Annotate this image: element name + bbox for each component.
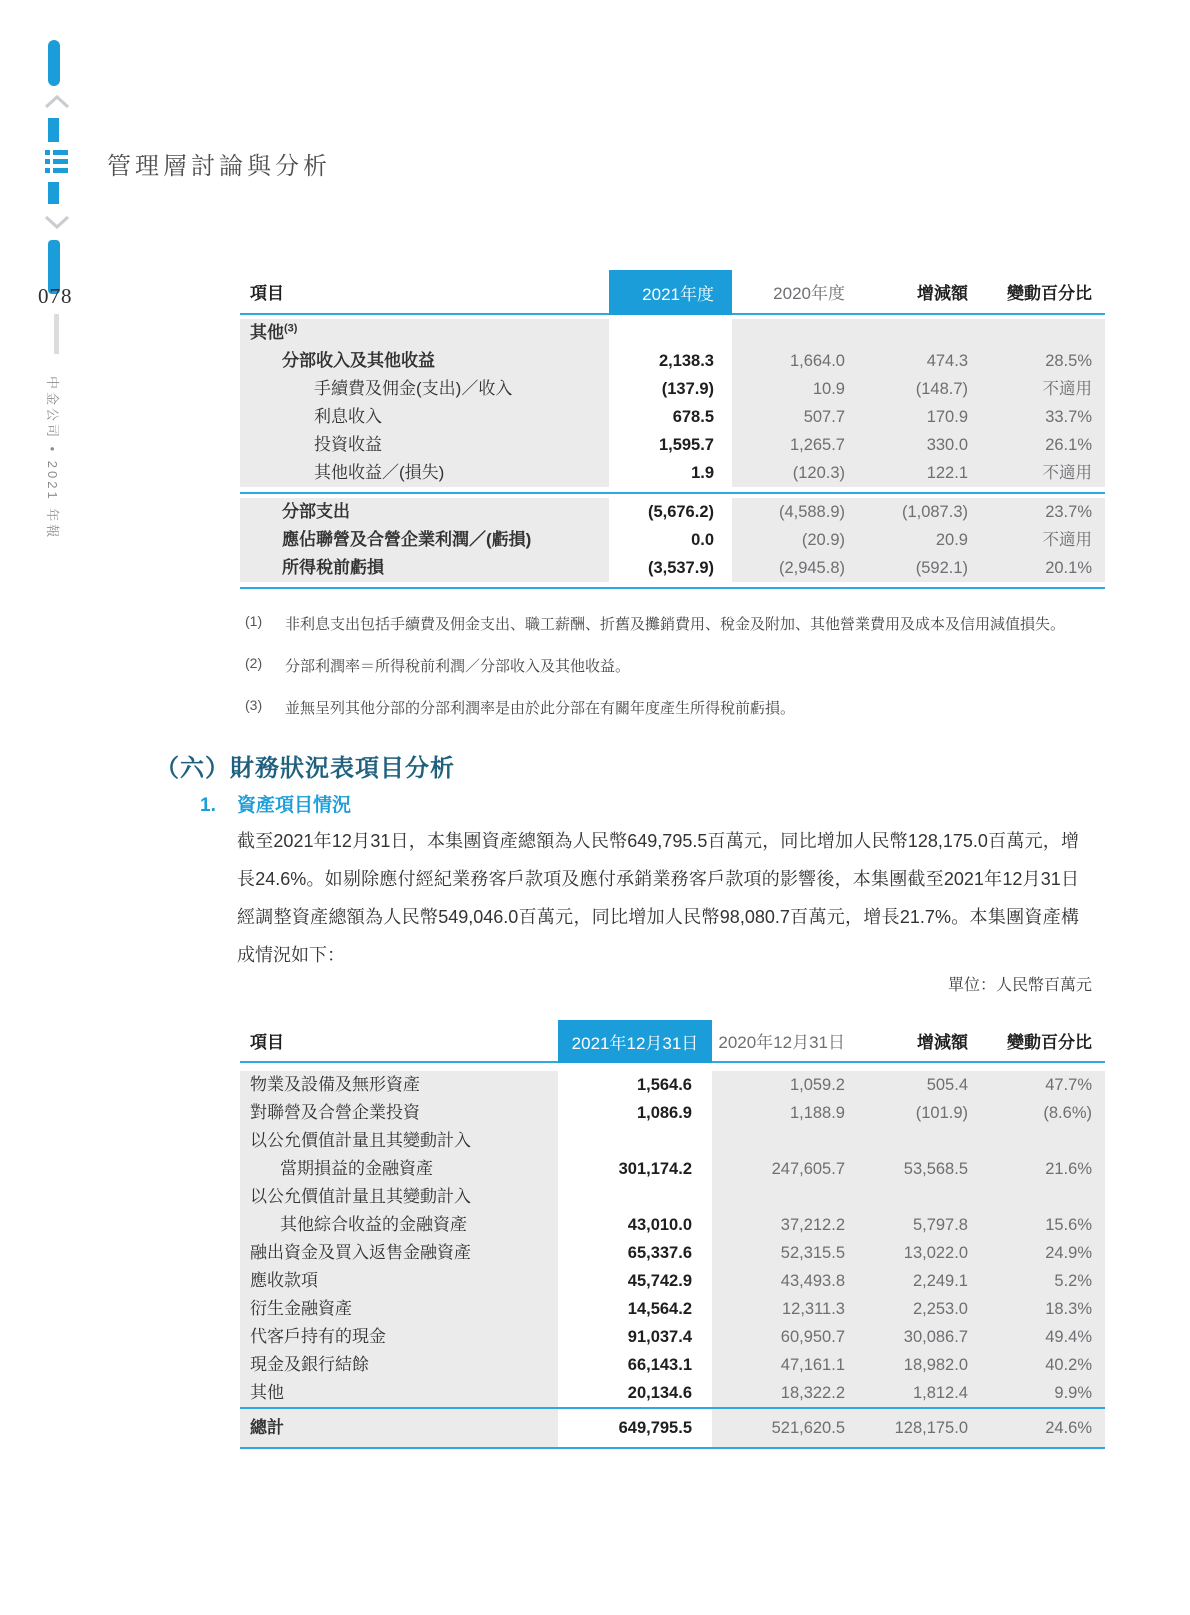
table-row	[240, 1379, 1105, 1407]
cell-2021: 2,138.3	[609, 347, 732, 375]
cell-pct: 24.9%	[981, 1239, 1105, 1267]
subsection-number: 1.	[200, 795, 216, 816]
table-row	[240, 1155, 1105, 1183]
row-label: 衍生金融資產	[240, 1295, 558, 1323]
footnote-text: 並無呈列其他分部的分部利潤率是由於此分部在有關年度產生所得稅前虧損。	[285, 700, 796, 717]
cell-change: 170.9	[858, 403, 981, 431]
row-label: 融出資金及買入返售金融資產	[240, 1239, 558, 1267]
cell-change: (592.1)	[858, 554, 981, 582]
chapter-title: 管理層討論與分析	[107, 154, 331, 180]
cell-2021: 14,564.2	[558, 1295, 712, 1323]
cell-change	[858, 1183, 981, 1211]
scrollbar-segment	[48, 118, 59, 142]
cell-change: 128,175.0	[858, 1409, 981, 1447]
column-header-2020: 2020年12月31日	[718, 1033, 845, 1052]
table-row	[240, 1099, 1105, 1127]
row-label: 所得稅前虧損	[240, 554, 609, 582]
row-label: 其他收益／(損失)	[240, 459, 609, 487]
cell-2021: 0.0	[609, 526, 732, 554]
row-label: 投資收益	[240, 431, 609, 459]
table-row	[240, 459, 1105, 487]
cell-pct: 20.1%	[981, 554, 1105, 582]
cell-pct: 33.7%	[981, 403, 1105, 431]
cell-pct: 不適用	[981, 459, 1105, 487]
scrollbar-top-segment	[48, 40, 60, 86]
cell-pct: 28.5%	[981, 347, 1105, 375]
cell-change	[858, 319, 981, 347]
row-label: 代客戶持有的現金	[240, 1323, 558, 1351]
cell-pct: 23.7%	[981, 498, 1105, 526]
cell-2021	[609, 319, 732, 347]
cell-2020: 1,059.2	[712, 1071, 858, 1099]
row-label: 利息收入	[240, 403, 609, 431]
cell-2021: (137.9)	[609, 375, 732, 403]
cell-2021: 20,134.6	[558, 1379, 712, 1407]
footnote-marker: (1)	[245, 613, 263, 629]
cell-change: (148.7)	[858, 375, 981, 403]
cell-2020: 1,265.7	[732, 431, 858, 459]
table-row	[240, 1071, 1105, 1099]
cell-2020	[712, 1127, 858, 1155]
row-label: 物業及設備及無形資產	[240, 1071, 558, 1099]
footnote	[245, 612, 1095, 637]
cell-pct: 47.7%	[981, 1071, 1105, 1099]
page-number-rule	[54, 314, 59, 354]
table-row	[240, 347, 1105, 375]
cell-2020: 507.7	[732, 403, 858, 431]
column-header-item: 項目	[250, 1033, 284, 1052]
cell-2021: 301,174.2	[558, 1155, 712, 1183]
cell-change: 122.1	[858, 459, 981, 487]
cell-2020: 1,664.0	[732, 347, 858, 375]
cell-2020: (120.3)	[732, 459, 858, 487]
cell-2021: 65,337.6	[558, 1239, 712, 1267]
cell-pct: 不適用	[981, 526, 1105, 554]
row-label: 當期損益的金融資產	[240, 1155, 558, 1183]
cell-pct	[981, 1127, 1105, 1155]
cell-change: 474.3	[858, 347, 981, 375]
row-label: 分部支出	[240, 498, 609, 526]
footnote-text: 非利息支出包括手續費及佣金支出、職工薪酬、折舊及攤銷費用、稅金及附加、其他營業費用及成本及信用減值損失。	[285, 616, 1066, 633]
table-header-row	[240, 270, 1105, 315]
cell-pct: 不適用	[981, 375, 1105, 403]
cell-2020: 43,493.8	[712, 1267, 858, 1295]
row-label: 其他綜合收益的金融資產	[240, 1211, 558, 1239]
cell-2020: 37,212.2	[712, 1211, 858, 1239]
table-row	[240, 1211, 1105, 1239]
cell-2020	[712, 1183, 858, 1211]
cell-change: 53,568.5	[858, 1155, 981, 1183]
cell-2021: 678.5	[609, 403, 732, 431]
row-label: 現金及銀行結餘	[240, 1351, 558, 1379]
cell-pct: (8.6%)	[981, 1099, 1105, 1127]
cell-2020: 47,161.1	[712, 1351, 858, 1379]
table-header-row	[240, 1020, 1105, 1063]
cell-2020: (4,588.9)	[732, 498, 858, 526]
column-header-pct: 變動百分比	[1007, 1033, 1092, 1052]
cell-pct	[981, 319, 1105, 347]
page-number: 078	[38, 284, 73, 308]
table-row	[240, 554, 1105, 582]
table-total-row	[240, 1409, 1105, 1447]
column-header-2021-highlight: 2021年12月31日	[558, 1020, 712, 1063]
column-header-change: 增減額	[917, 284, 968, 303]
cell-2020: 52,315.5	[712, 1239, 858, 1267]
footnote-marker: (3)	[245, 697, 263, 713]
row-label: 應佔聯營及合營企業利潤／(虧損)	[240, 526, 609, 554]
segment-results-table	[240, 270, 1105, 589]
cell-2021	[558, 1127, 712, 1155]
cell-2020: (2,945.8)	[732, 554, 858, 582]
cell-pct: 21.6%	[981, 1155, 1105, 1183]
footnote-text: 分部利潤率＝所得稅前利潤／分部收入及其他收益。	[285, 658, 631, 675]
cell-2020: 247,605.7	[712, 1155, 858, 1183]
cell-2021	[558, 1183, 712, 1211]
table-row	[240, 1127, 1105, 1155]
row-label: 總計	[240, 1409, 558, 1447]
cell-change: (1,087.3)	[858, 498, 981, 526]
table-row	[240, 1323, 1105, 1351]
menu-list-icon[interactable]	[45, 150, 68, 177]
column-header-change: 增減額	[917, 1033, 968, 1052]
footnote-ref: (3)	[284, 322, 298, 335]
row-label: 以公允價值計量且其變動計入	[240, 1127, 558, 1155]
table-row	[240, 375, 1105, 403]
cell-2021: 43,010.0	[558, 1211, 712, 1239]
cell-change: 2,249.1	[858, 1267, 981, 1295]
cell-pct	[981, 1183, 1105, 1211]
row-label: 其他$^{(3)}$	[240, 319, 609, 347]
cell-pct: 26.1%	[981, 431, 1105, 459]
cell-change	[858, 1127, 981, 1155]
cell-2021: 1,564.6	[558, 1071, 712, 1099]
cell-2020: 12,311.3	[712, 1295, 858, 1323]
body-paragraph: 截至2021年12月31日，本集團資產總額為人民幣649,795.5百萬元，同比增加人民幣128,175.0百萬元，增長24.6%。如剔除應付經紀業務客戶款項及應付承銷業務客戶款項的影響後，本集團截至2021年12月31日經調整資產總額為人民幣549,046.0百萬元，同比增加人民幣98,080.7百萬元，增長21.7%。本集團資產構成情況如下：	[237, 831, 1079, 965]
row-label: 其他	[240, 1379, 558, 1407]
column-header-2020: 2020年度	[773, 284, 845, 303]
table-row	[240, 498, 1105, 526]
table-row	[240, 1267, 1105, 1295]
table-row	[240, 403, 1105, 431]
cell-2020	[732, 319, 858, 347]
table-row	[240, 431, 1105, 459]
cell-pct: 24.6%	[981, 1409, 1105, 1447]
scrollbar-segment	[48, 182, 59, 204]
cell-pct: 40.2%	[981, 1351, 1105, 1379]
cell-2021: 66,143.1	[558, 1351, 712, 1379]
footnote	[245, 654, 1095, 679]
cell-change: 13,022.0	[858, 1239, 981, 1267]
table-row	[240, 1351, 1105, 1379]
cell-change: 2,253.0	[858, 1295, 981, 1323]
column-header-item: 項目	[250, 284, 284, 303]
report-edition-vertical-text: 中金公司 • 2021 年報	[45, 376, 60, 541]
cell-2020: 60,950.7	[712, 1323, 858, 1351]
cell-pct: 49.4%	[981, 1323, 1105, 1351]
footnote	[245, 696, 1095, 721]
cell-pct: 9.9%	[981, 1379, 1105, 1407]
cell-pct: 18.3%	[981, 1295, 1105, 1323]
cell-change: 330.0	[858, 431, 981, 459]
table-row	[240, 1183, 1105, 1211]
cell-change: 1,812.4	[858, 1379, 981, 1407]
cell-2021: 1,086.9	[558, 1099, 712, 1127]
cell-2021: 649,795.5	[558, 1409, 712, 1447]
footnote-marker: (2)	[245, 655, 263, 671]
cell-2021: 91,037.4	[558, 1323, 712, 1351]
row-label: 以公允價值計量且其變動計入	[240, 1183, 558, 1211]
cell-2021: 1.9	[609, 459, 732, 487]
cell-change: 5,797.8	[858, 1211, 981, 1239]
section-heading: （六）財務狀況表項目分析	[155, 755, 455, 782]
subsection-title: 資產項目情況	[237, 795, 352, 816]
unit-note: 單位：人民幣百萬元	[947, 977, 1092, 994]
cell-2020: (20.9)	[732, 526, 858, 554]
cell-2021: 1,595.7	[609, 431, 732, 459]
table-row	[240, 526, 1105, 554]
cell-2021: 45,742.9	[558, 1267, 712, 1295]
column-header-pct: 變動百分比	[1007, 284, 1092, 303]
cell-change: 505.4	[858, 1071, 981, 1099]
chevron-down-icon[interactable]	[44, 214, 70, 230]
cell-pct: 15.6%	[981, 1211, 1105, 1239]
asset-composition-table	[240, 1020, 1105, 1449]
cell-2020: 18,322.2	[712, 1379, 858, 1407]
row-label: 分部收入及其他收益	[240, 347, 609, 375]
row-label: 對聯營及合營企業投資	[240, 1099, 558, 1127]
column-header-2021-highlight: 2021年度	[609, 270, 732, 315]
cell-change: 30,086.7	[858, 1323, 981, 1351]
cell-change: 18,982.0	[858, 1351, 981, 1379]
cell-2021: (3,537.9)	[609, 554, 732, 582]
cell-change: 20.9	[858, 526, 981, 554]
row-label: 應收款項	[240, 1267, 558, 1295]
table-row	[240, 1295, 1105, 1323]
cell-2020: 521,620.5	[712, 1409, 858, 1447]
cell-2021: (5,676.2)	[609, 498, 732, 526]
cell-pct: 5.2%	[981, 1267, 1105, 1295]
cell-change: (101.9)	[858, 1099, 981, 1127]
footnotes	[245, 612, 1095, 738]
table-row	[240, 1239, 1105, 1267]
row-label: 手續費及佣金(支出)／收入	[240, 375, 609, 403]
cell-2020: 10.9	[732, 375, 858, 403]
table-row	[240, 319, 1105, 347]
chevron-up-icon[interactable]	[44, 94, 70, 110]
subsection-heading	[200, 790, 351, 817]
cell-2020: 1,188.9	[712, 1099, 858, 1127]
